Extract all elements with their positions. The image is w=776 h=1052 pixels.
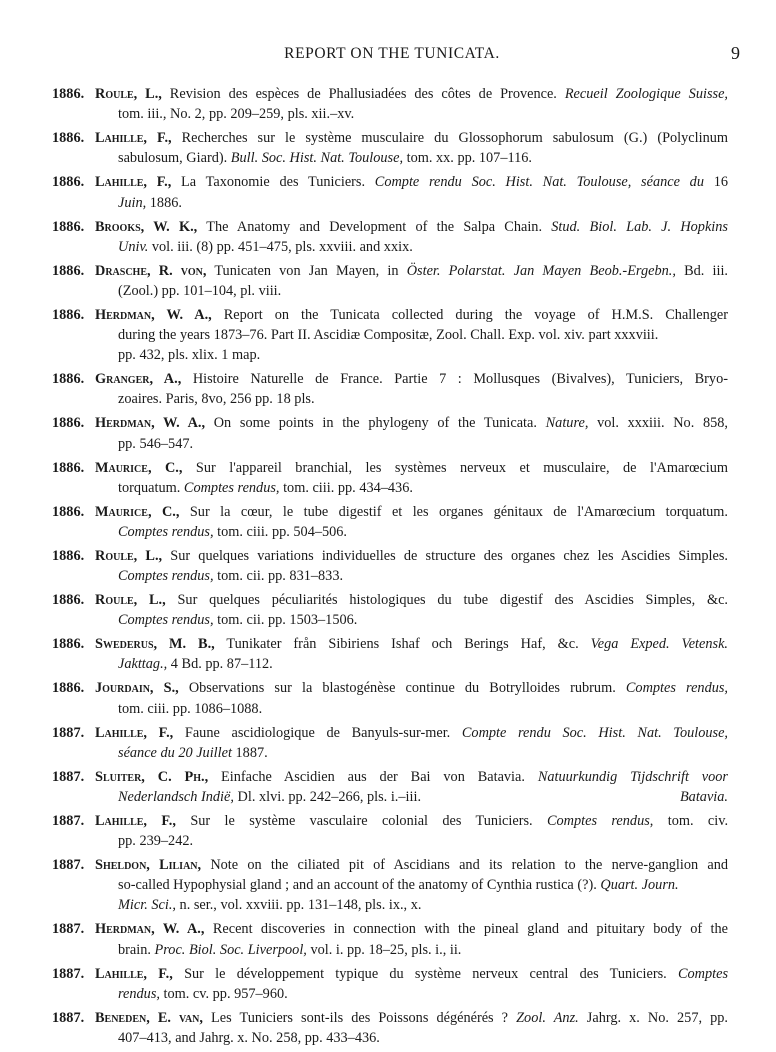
bibliography-entry [52,305,728,366]
entry-text: 4 Bd. pp. 87–112. [167,656,273,673]
entry-year: 1886. [52,174,85,191]
entry-author: Roule, L., [95,547,163,564]
entry-journal: Comptes rendus, [546,812,654,829]
entry-text: Sur le système vasculaire colonial des Tuniciers. [175,812,547,829]
entry-text: Note on the ciliated pit of Ascidians and its relation to the nerve-ganglion and [201,857,728,874]
entry-text: Recent discoveries in connection with the pineal gland and pituitary body of the [204,921,728,938]
entry-journal: Stud. Biol. Lab. J. Hopkins [551,218,728,235]
bibliography-entry [52,919,728,959]
entry-author: Granger, A., [95,371,182,388]
entry-author: Lahille, F., [95,965,173,982]
entry-author: Swederus, M. B., [95,636,215,653]
entry-line [52,261,728,281]
bibliography-entry [52,546,728,586]
entry-text: tom. civ. [653,812,729,829]
entry-line [52,193,728,213]
entry-year: 1887. [52,965,85,982]
entry-journal: Compte rendu Soc. Hist. Nat. Toulouse, séance du [374,174,704,191]
entry-text: Bd. iii. [675,262,728,279]
bibliography-entry [52,172,728,212]
entry-journal: Compte rendu Soc. Hist. Nat. Toulouse, [461,724,728,741]
entry-text: sabulosum, Giard). [118,150,231,167]
entry-text: Jahrg. x. No. 257, pp. [578,1009,728,1026]
entry-text: (Zool.) pp. 101–104, pl. viii. [118,282,282,299]
entry-line [52,325,728,345]
entry-year: 1886. [52,262,85,279]
entry-journal: rendus, [118,985,160,1002]
entry-line [52,104,728,124]
entry-year: 1886. [52,680,85,697]
entry-text: tom. ciii. pp. 434–436. [279,479,413,496]
entry-text: Dl. xlvi. pp. 242–266, pls. i.–iii. [233,788,422,805]
entry-line [52,787,728,807]
bibliography-entry [52,811,728,851]
entry-journal: Nature, [545,415,589,432]
entry-author: Herdman, W. A., [95,921,205,938]
entry-author: Beneden, E. van, [95,1009,203,1026]
page-number: 9 [731,43,740,63]
bibliography-entry [52,767,728,807]
entry-author: Lahille, F., [95,724,174,741]
entry-author: Lahille, F., [95,812,176,829]
bibliography-entry [52,723,728,763]
entry-author: Maurice, C., [95,459,183,476]
entry-text: Observations sur la blastogénèse continue du Botrylloides rubrum. [178,680,626,697]
entry-text: Sur le développement typique du système nerveux central des Tuniciers. [172,965,678,982]
entry-text: tom. cii. pp. 831–833. [213,568,344,585]
entry-year: 1886. [52,547,85,564]
entry-year: 1887. [52,921,85,938]
entry-author: Maurice, C., [95,503,180,520]
entry-line [52,875,728,895]
entry-text: Sur la cœur, le tube digestif et les organes génitaux de l'Amarœcium torquatum. [179,503,728,520]
entry-text: 1886. [146,194,182,211]
entry-line [52,458,728,478]
entry-place: Batavia. [679,788,728,805]
entry-text: Histoire Naturelle de France. Partie 7 : Mollusques (Bivalves), Tuniciers, Bryo- [181,371,728,388]
entry-line [52,811,728,831]
bibliography-entry [52,678,728,718]
entry-line [52,678,728,698]
entry-journal: Nederlandsch Indië, [118,788,234,805]
bibliography-entry [52,634,728,674]
entry-text: vol. iii. (8) pp. 451–475, pls. xxviii. and xxix. [148,238,413,255]
entry-text: tom. ciii. pp. 504–506. [213,523,348,540]
entry-line [52,345,728,365]
entry-text: tom. ciii. pp. 1086–1088. [118,700,263,717]
entry-line [52,305,728,325]
bibliography-entry [52,458,728,498]
entry-text: during the years 1873–76. Part II. Ascidiæ Compositæ, Zool. Chall. Exp. vol. xiv. part xxxviii. [118,327,659,344]
entry-journal: Öster. Polarstat. Jan Mayen Beob.-Ergebn., [406,262,676,279]
entry-text: Revision des espèces de Phallusiadées des côtes de Provence. [161,86,565,102]
entry-journal: Juin, [118,194,147,211]
bibliography-entry [52,413,728,453]
bibliography-entry [52,855,728,916]
entry-text: The Anatomy and Development of the Salpa Chain. [197,218,552,235]
entry-journal: Comptes rendus, [118,523,214,540]
bibliography-entry [52,84,728,124]
entry-journal: Recueil Zoologique Suisse, [564,86,728,102]
entry-text: pp. 432, pls. xlix. 1 map. [118,347,261,364]
entry-text: 16 [703,174,729,191]
entry-author: Roule, L., [95,592,166,609]
entry-line [52,369,728,389]
entry-line [52,148,728,168]
entry-line [52,128,728,148]
entry-author: Jourdain, S., [95,680,179,697]
entry-text: tom. cii. pp. 1503–1506. [213,612,358,629]
bibliography-entry [52,1008,728,1048]
entry-year: 1886. [52,503,85,520]
entry-journal: Comptes rendus, [625,680,729,697]
bibliography-entry [52,261,728,301]
entry-text: tom. xx. pp. 107–116. [403,150,532,167]
entry-journal: Comptes [677,965,729,982]
running-title: REPORT ON THE TUNICATA. [284,45,500,62]
entry-text: La Taxonomie des Tuniciers. [171,174,375,191]
entry-line [52,831,728,851]
entry-line [52,566,728,586]
bibliography-entry [52,964,728,1004]
entry-author: Drasche, R. von, [95,262,207,279]
entry-year: 1886. [52,371,85,388]
entry-text: Les Tuniciers sont-ils des Poissons dégénérés ? [202,1009,517,1026]
entry-line [52,413,728,433]
entry-line [52,767,728,787]
entry-line [52,1028,728,1048]
entry-year: 1887. [52,768,85,785]
entry-year: 1887. [52,812,85,829]
entry-line [52,522,728,542]
entry-text: Faune ascidiologique de Banyuls-sur-mer. [173,724,462,741]
entry-line [52,502,728,522]
entry-line [52,478,728,498]
entry-text: Tunicaten von Jan Mayen, in [206,262,407,279]
entry-text: vol. xxxiii. No. 858, [588,415,728,432]
entry-journal: Jakttag., [118,656,168,673]
entry-line [52,855,728,875]
entry-line [52,237,728,257]
entry-journal: Comptes rendus, [118,612,214,629]
entry-author: Lahille, F., [95,130,172,147]
entry-line [52,940,728,960]
entry-journal: Univ. [118,238,149,255]
entry-line [52,172,728,192]
entry-author: Brooks, W. K., [95,218,198,235]
entry-year: 1887. [52,1009,85,1026]
entry-author: Herdman, W. A., [95,415,206,432]
entry-author: Lahille, F., [95,174,172,191]
entry-line [52,984,728,1004]
entry-journal: Zool. Anz. [516,1009,579,1026]
entry-line [52,723,728,743]
entry-text: zoaires. Paris, 8vo, 256 pp. 18 pls. [118,391,315,408]
entry-journal: Comptes rendus, [118,568,214,585]
entry-year: 1886. [52,130,85,147]
entry-author: Roule, L., [95,86,162,102]
entry-text: tom. iii., No. 2, pp. 209–259, pls. xii.–xv. [118,106,355,123]
entry-line [52,1008,728,1028]
entry-text: Sur quelques variations individuelles de structure des organes chez les Ascidies Simples. [162,547,728,564]
entry-text: torquatum. [118,479,184,496]
bibliography-list [52,84,728,1052]
entry-text: pp. 239–242. [118,833,194,850]
entry-line [52,546,728,566]
entry-line [52,654,728,674]
running-header [44,40,740,64]
entry-text: Einfache Ascidien aus der Bai von Batavia. [208,768,538,785]
entry-journal: Proc. Biol. Soc. Liverpool, [154,941,307,958]
entry-author: Sluiter, C. Ph., [95,768,209,785]
bibliography-entry [52,369,728,409]
entry-year: 1886. [52,636,85,653]
entry-line [52,964,728,984]
entry-line [52,389,728,409]
entry-text: tom. cv. pp. 957–960. [159,985,288,1002]
entry-year: 1886. [52,459,85,476]
entry-year: 1887. [52,724,85,741]
entry-line [52,281,728,301]
entry-year: 1886. [52,86,85,102]
entry-line [52,590,728,610]
entry-text: Report on the Tunicata collected during the voyage of H.M.S. Challenger [211,306,728,323]
entry-line [52,84,728,104]
entry-text: Tunikater från Sibiriens Ishaf och Berings Haf, &c. [214,636,591,653]
entry-journal: Natuurkundig Tijdschrift voor [537,768,728,785]
entry-line [52,919,728,939]
bibliography-entry [52,590,728,630]
entry-text: Sur l'appareil branchial, les systèmes nerveux et musculaire, de l'Amarœcium [182,459,728,476]
bibliography-entry [52,502,728,542]
entry-line [52,434,728,454]
entry-text: On some points in the phylogeny of the Tunicata. [205,415,546,432]
entry-year: 1887. [52,857,85,874]
entry-journal: Quart. Journ. [600,877,679,894]
bibliography-entry [52,217,728,257]
entry-journal: Micr. Sci., [118,897,176,914]
entry-journal: Vega Exped. Vetensk. [590,636,729,653]
entry-line [52,699,728,719]
entry-author: Sheldon, Lilian, [95,857,202,874]
entry-journal: séance du 20 Juillet [118,744,232,761]
entry-text: so-called Hypophysial gland ; and an account of the anatomy of Cynthia rustica (?). [118,877,601,894]
entry-year: 1886. [52,306,85,323]
entry-line [52,610,728,630]
entry-line [52,743,728,763]
entry-text: Recherches sur le système musculaire du Glossophorum sabulosum (G.) (Polyclinum [171,130,729,147]
entry-line [52,895,728,915]
entry-text: 407–413, and Jahrg. x. No. 258, pp. 433–436. [118,1030,380,1046]
entry-journal: Comptes rendus, [183,479,280,496]
entry-line [52,634,728,654]
entry-text: pp. 546–547. [118,435,194,452]
entry-text: Sur quelques péculiarités histologiques du tube digestif des Ascidies Simples, &c. [165,592,728,609]
entry-text: 1887. [231,744,268,761]
entry-year: 1886. [52,592,85,609]
entry-text: n. ser., vol. xxviii. pp. 131–148, pls. ix., x. [175,897,422,914]
entry-journal: Bull. Soc. Hist. Nat. Toulouse, [230,150,404,167]
entry-author: Herdman, W. A., [95,306,212,323]
entry-text: vol. i. pp. 18–25, pls. i., ii. [306,941,462,958]
entry-text: brain. [118,941,155,958]
bibliography-entry [52,128,728,168]
entry-line [52,217,728,237]
entry-year: 1886. [52,218,85,235]
entry-year: 1886. [52,415,85,432]
